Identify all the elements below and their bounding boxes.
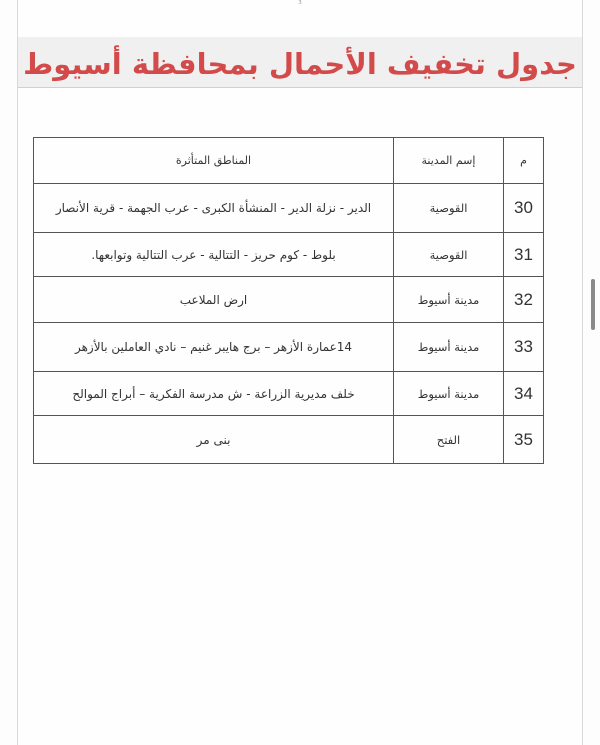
table-row [34,323,544,372]
row-areas: 14عمارة الأزهر – برج هايبر غنيم – نادي العاملين بالأزهر [34,323,394,372]
document-page [17,0,583,745]
page-number: 3 [298,0,302,6]
header-number: م [504,138,544,184]
row-city: الفتح [394,416,504,464]
vertical-scrollbar[interactable] [591,279,595,330]
row-areas: الدير - نزلة الدير - المنشأة الكبرى - عرب الجهمة - قرية الأنصار [34,184,394,233]
row-city: القوصية [394,233,504,277]
row-number: 32 [504,277,544,323]
row-number: 33 [504,323,544,372]
header-areas: المناطق المتأثرة [34,138,394,184]
row-areas: بنى مر [34,416,394,464]
page-title: جدول تخفيف الأحمال بمحافظة أسيوط [23,47,577,81]
row-number: 35 [504,416,544,464]
table-row [34,372,544,416]
row-city: مدينة أسيوط [394,372,504,416]
title-banner [18,37,582,88]
row-city: مدينة أسيوط [394,323,504,372]
table-row [34,277,544,323]
row-number: 30 [504,184,544,233]
row-city: القوصية [394,184,504,233]
table-row [34,416,544,464]
table-header-row [34,138,544,184]
table-row [34,233,544,277]
row-city: مدينة أسيوط [394,277,504,323]
load-shedding-table [33,137,544,464]
row-areas: ارض الملاعب [34,277,394,323]
row-number: 31 [504,233,544,277]
row-number: 34 [504,372,544,416]
row-areas: خلف مديرية الزراعة - ش مدرسة الفكرية – أبراج الموالح [34,372,394,416]
row-areas: بلوط - كوم حريز - التتالية - عرب التتالية وتوابعها. [34,233,394,277]
table-row [34,184,544,233]
header-city: إسم المدينة [394,138,504,184]
